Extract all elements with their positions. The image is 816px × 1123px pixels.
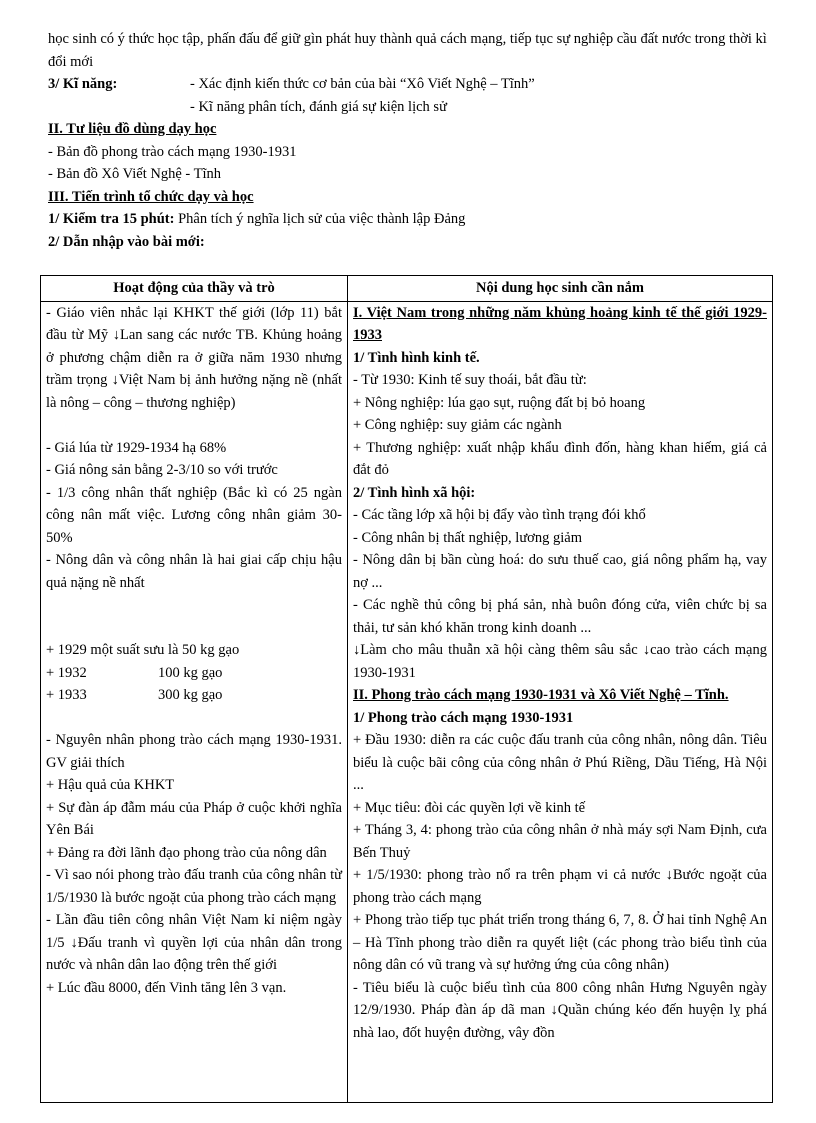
table-row bbox=[41, 301, 773, 1102]
left-paragraph: + Lúc đầu 8000, đến Vinh tăng lên 3 vạn. bbox=[46, 979, 287, 996]
left-paragraph: + Hậu quả của KHKT bbox=[46, 777, 175, 793]
left-paragraph: - Giáo viên nhắc lại KHKT thế giới (lớp 11) bắt đầu từ Mỹ ↓Lan sang các nước TB. Khủng hoảng ở phương chậm diễn ra ở giữa năm 1930 nhưng trầm trọng ↓Việt Nam bị ảnh hưởng nặng nề (nhất là nông – công – thương nghiệp) bbox=[46, 304, 342, 411]
section-3-title: III. Tiến trình tổ chức dạy và học bbox=[48, 188, 254, 205]
left-paragraph: - Nguyên nhân phong trào cách mạng 1930-1931. GV giải thích bbox=[46, 732, 342, 771]
check-text: Phân tích ý nghĩa lịch sử của việc thành lập Đảng bbox=[174, 211, 466, 227]
content-line: - Tiêu biểu là cuộc biểu tình của 800 công nhân Hưng Nguyên ngày 12/9/1930. Pháp đàn áp dã man ↓Quần chúng kéo đến huyện lỵ phá nhà lao, đốt huyện đường, vây đồn bbox=[353, 979, 767, 1041]
content-subheading-2: 2/ Tình hình xã hội: bbox=[353, 484, 476, 501]
skills-row bbox=[48, 73, 776, 96]
content-line: ↓Làm cho mâu thuẫn xã hội càng thêm sâu sắc ↓cao trào cách mạng 1930-1931 bbox=[353, 642, 767, 681]
document-header bbox=[48, 28, 776, 253]
content-line: + Phong trào tiếp tục phát triển trong tháng 6, 7, 8. Ở hai tỉnh Nghệ An – Hà Tĩnh phong trào diễn ra quyết liệt (các phong trào biểu tình của nông dân có vũ trang và sự hưởng ứng của công nhân) bbox=[353, 912, 767, 973]
left-paragraph: + Sự đàn áp đẫm máu của Pháp ở cuộc khởi nghĩa Yên Bái bbox=[46, 799, 342, 838]
material-item-1: - Bản đồ phong trào cách mạng 1930-1931 bbox=[48, 143, 297, 160]
check-label: 1/ Kiểm tra 15 phút: bbox=[48, 211, 175, 227]
content-line: + Đầu 1930: diễn ra các cuộc đấu tranh của công nhân, nông dân. Tiêu biểu là cuộc bãi công của công nhân ở Phú Riềng, Dầu Tiếng, Hà Nội ... bbox=[353, 732, 767, 793]
left-paragraph: - Vì sao nói phong trào đấu tranh của công nhân từ 1/5/1930 là bước ngoặt của phong trào cách mạng bbox=[46, 867, 342, 906]
material-item-2: - Bản đồ Xô Viết Nghệ - Tĩnh bbox=[48, 166, 221, 182]
content-cell bbox=[348, 301, 773, 1102]
left-paragraph: - Giá nông sản bằng 2-3/10 so với trước bbox=[46, 462, 278, 478]
rice-line-1933: + 1933 300 kg gạo bbox=[46, 687, 223, 703]
skill-item-1: - Xác định kiến thức cơ bản của bài “Xô Viết Nghệ – Tĩnh” bbox=[190, 76, 535, 92]
content-line: + Thương nghiệp: xuất nhập khẩu đình đốn, hàng khan hiếm, giá cả đắt đỏ bbox=[353, 439, 767, 478]
skill-item-2: - Kĩ năng phân tích, đánh giá sự kiện lịch sử bbox=[190, 98, 447, 115]
section-2-title: II. Tư liệu đồ dùng dạy học bbox=[48, 121, 217, 137]
content-line: - Các nghề thủ công bị phá sản, nhà buôn đóng cửa, viên chức bị sa thải, tư sản khó khăn trong kinh doanh ... bbox=[353, 597, 767, 636]
lesson-table bbox=[40, 275, 773, 1103]
header-activities: Hoạt động của thầy và trò bbox=[41, 276, 348, 302]
content-line: + Nông nghiệp: lúa gạo sụt, ruộng đất bị bỏ hoang bbox=[353, 394, 646, 411]
content-line: + 1/5/1930: phong trào nổ ra trên phạm vi cả nước ↓Bước ngoặt của phong trào cách mạng bbox=[353, 867, 767, 906]
skills-label: 3/ Kĩ năng: bbox=[48, 76, 118, 92]
content-subheading-3: 1/ Phong trào cách mạng 1930-1931 bbox=[353, 709, 574, 726]
left-paragraph: - Giá lúa từ 1929-1934 hạ 68% bbox=[46, 439, 227, 456]
left-paragraph: + Đảng ra đời lãnh đạo phong trào của nông dân bbox=[46, 844, 327, 861]
content-subheading-1: 1/ Tình hình kinh tế. bbox=[353, 349, 480, 366]
left-paragraph: - Nông dân và công nhân là hai giai cấp chịu hậu quả nặng nề nhất bbox=[46, 552, 342, 591]
content-heading-1: I. Việt Nam trong những năm khủng hoảng kinh tế thế giới 1929-1933 bbox=[353, 304, 767, 343]
content-line: - Nông dân bị bần cùng hoá: do sưu thuế cao, giá nông phẩm hạ, vay nợ ... bbox=[353, 552, 767, 591]
intro-label: 2/ Dẫn nhập vào bài mới: bbox=[48, 233, 205, 250]
content-line: - Các tầng lớp xã hội bị đẩy vào tình trạng đói khổ bbox=[353, 507, 646, 523]
attitude-text: học sinh có ý thức học tập, phấn đấu để giữ gìn phát huy thành quả cách mạng, tiếp tục sự nghiệp cầu đất nước trong thời kì đổi mới bbox=[48, 31, 767, 70]
rice-line-1932: + 1932 100 kg gạo bbox=[46, 664, 223, 681]
check-line bbox=[48, 208, 776, 231]
content-heading-2: II. Phong trào cách mạng 1930-1931 và Xô Viết Nghệ – Tĩnh. bbox=[353, 687, 729, 703]
header-content: Nội dung học sinh cần nắm bbox=[348, 276, 773, 302]
content-line: + Tháng 3, 4: phong trào của công nhân ở nhà máy sợi Nam Định, cưa Bến Thuỷ bbox=[353, 822, 767, 861]
content-line: - Công nhân bị thất nghiệp, lương giảm bbox=[353, 529, 582, 546]
rice-line-1929: + 1929 một suất sưu là 50 kg gạo bbox=[46, 642, 240, 658]
left-paragraph: - 1/3 công nhân thất nghiệp (Bắc kì có 25 ngàn công nân mất việc. Lương công nhân giảm 30-50% bbox=[46, 484, 342, 546]
content-line: + Công nghiệp: suy giảm các ngành bbox=[353, 417, 562, 433]
content-line: - Từ 1930: Kinh tế suy thoái, bắt đầu từ: bbox=[353, 372, 587, 388]
content-line: + Mục tiêu: đòi các quyền lợi về kinh tế bbox=[353, 799, 586, 816]
activities-cell bbox=[41, 301, 348, 1102]
left-paragraph: - Lần đầu tiên công nhân Việt Nam kỉ niệm ngày 1/5 ↓Đấu tranh vì quyền lợi của nhân dân trong nước và nhân dân lao động trên thế giới bbox=[46, 912, 342, 973]
table-header-row bbox=[41, 276, 773, 302]
